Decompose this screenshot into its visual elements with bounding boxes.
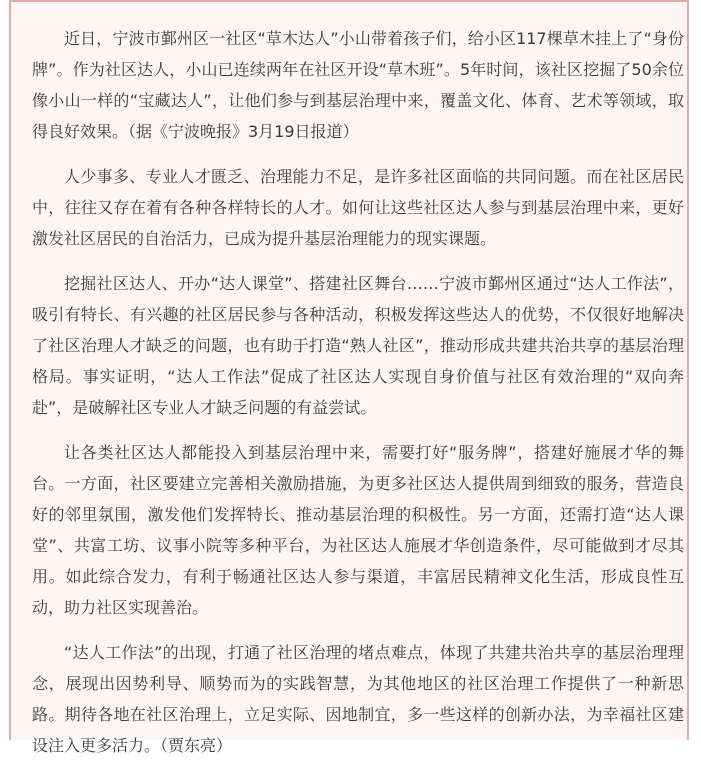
article-frame (9, 0, 689, 755)
paragraph: 近日，宁波市鄞州区一社区“草木达人”小山带着孩子们，给小区117棵草木挂上了“身份牌”。作为社区达人，小山已连续两年在社区开设“草木班”。5年时间，该社区挖掘了50余位像小山一样的“宝藏达人”，让他们参与到基层治理中来，覆盖文化、体育、艺术等领域，取得良好效果。（据《宁波晚报》3月19日报道） (32, 29, 684, 141)
paragraph: 人少事多、专业人才匮乏、治理能力不足，是许多社区面临的共同问题。而在社区居民中，往往又存在着有各种各样特长的人才。如何让这些社区达人参与到基层治理中来，更好激发社区居民的自治活力，已成为提升基层治理能力的现实课题。 (32, 167, 684, 248)
paragraph: “达人工作法”的出现，打通了社区治理的堵点难点，体现了共建共治共享的基层治理理念，展现出因势利导、顺势而为的实践智慧，为其他地区的社区治理工作提供了一种新思路。期待各地在社区治理上，立足实际、因地制宜，多一些这样的创新办法，为幸福社区建设注入更多活力。（贾东亮） (32, 643, 684, 755)
paragraph: 挖掘社区达人、开办“达人课堂”、搭建社区舞台……宁波市鄞州区通过“达人工作法”，吸引有特长、有兴趣的社区居民参与各种活动，积极发挥这些达人的优势，不仅很好地解决了社区治理人才缺乏的问题，也有助于打造“熟人社区”，推动形成共建共治共享的基层治理格局。事实证明，“达人工作法”促成了社区达人实现自身价值与社区有效治理的“双向奔赴”，是破解社区专业人才缺乏问题的有益尝试。 (32, 274, 684, 417)
paragraph: 让各类社区达人都能投入到基层治理中来，需要打好“服务牌”，搭建好施展才华的舞台。一方面，社区要建立完善相关激励措施，为更多社区达人提供周到细致的服务，营造良好的邻里氛围，激发他们发挥特长、推动基层治理的积极性。另一方面，还需打造“达人课堂”、共富工坊、议事小院等多种平台，为社区达人施展才华创造条件，尽可能做到才尽其用。如此综合发力，有利于畅通社区达人参与渠道，丰富居民精神文化生活，形成良性互动，助力社区实现善治。 (32, 443, 684, 617)
article-body (32, 23, 684, 775)
